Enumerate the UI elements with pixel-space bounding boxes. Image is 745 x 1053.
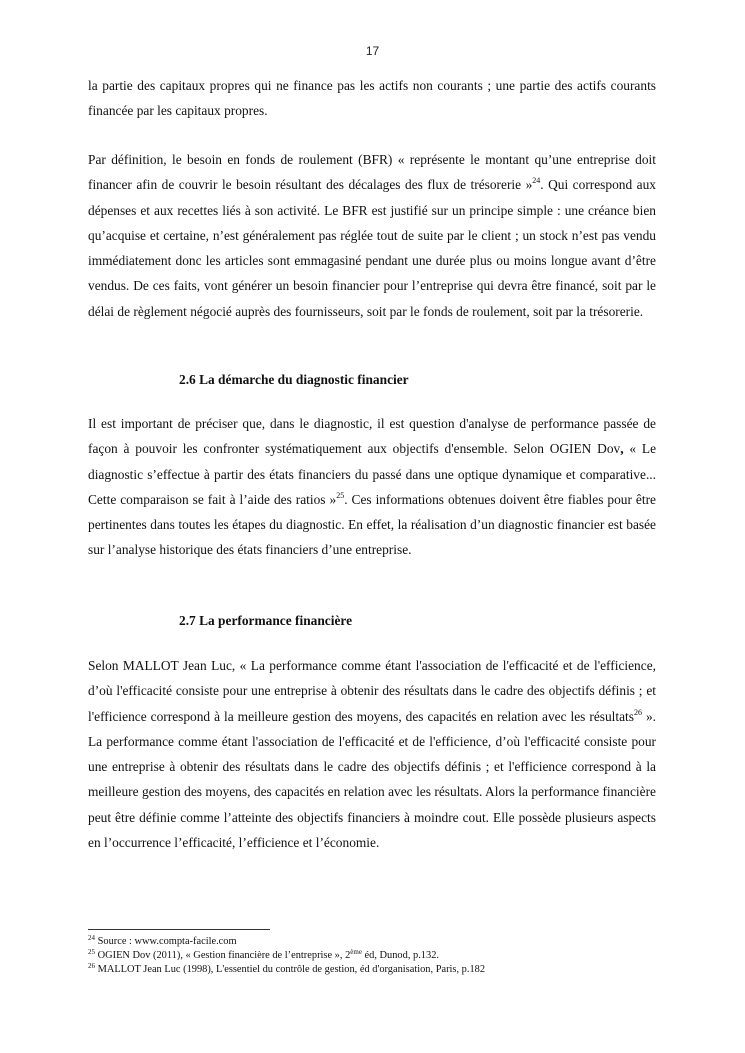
ordinal-suffix: ème — [350, 947, 362, 956]
page-number: 17 — [365, 44, 380, 58]
footnote-ref-26[interactable]: 26 — [633, 707, 642, 717]
section-heading-2-6: 2.6 La démarche du diagnostic financier — [179, 372, 409, 387]
footnote-text: éd, Dunod, p.132. — [361, 949, 439, 961]
paragraph-text: ». La performance comme étant l'association de l'efficacité et de l'efficience, d’où l'efficacité consiste pour une entreprise à obtenir des résultats dans le cadre des objectifs définis ; et l'efficience correspond à la meilleure gestion des moyens, des capacités en relation avec les résultats. Alors la performance financière peut être définie comme l’atteinte des objectifs financiers à moindre cout. Elle possède plusieurs aspects en l’occurrence l’efficacité, l’efficience et l’économie. — [88, 708, 657, 851]
paragraph-text: Par définition, le besoin en fonds de roulement (BFR) « représente le montant qu’une entreprise doit financer afin de couvrir le besoin résultant des décalages des flux de trésorerie » — [88, 152, 656, 193]
footnote-ref-24[interactable]: 24 — [532, 176, 541, 186]
paragraph-performance — [88, 653, 656, 855]
footnote-text: Source : www.compta-facile.com — [95, 936, 237, 947]
footnote-text: MALLOT Jean Luc (1998), L'essentiel du contrôle de gestion, éd d'organisation, Paris, p.182 — [95, 963, 486, 975]
footnote-number: 26 — [88, 961, 95, 970]
footnote-26 — [88, 963, 688, 977]
paragraph-diagnostic — [88, 411, 656, 563]
footnote-text: OGIEN Dov (2011), « Gestion financière de l’entreprise », 2 — [95, 949, 351, 961]
paragraph-capitaux-propres — [88, 73, 656, 124]
section-heading-2-7: 2.7 La performance financière — [179, 613, 353, 628]
paragraph-text: . Qui correspond aux dépenses et aux recettes liés à son activité. Le BFR est justifié sur un principe simple : une créance bien qu’acquise et certaine, n’est généralement pas réglée tout de suite par le client ; un stock n’est pas vendu immédiatement donc les articles sont emmagasiné pendant une durée plus ou moins longue avant d’être vendus. De ces faits, vont générer un besoin financier pour l’entreprise qui devra être financé, soit par le délai de règlement négocié auprès des fournisseurs, soit par le fonds de roulement, soit par la trésorerie. — [88, 177, 656, 319]
footnote-number: 25 — [88, 947, 95, 956]
footnote-24 — [88, 935, 688, 949]
footnote-ref-25[interactable]: 25 — [336, 490, 345, 500]
bold-comma: , — [620, 441, 624, 457]
paragraph-text: . Ces informations obtenues doivent être fiables pour être pertinentes dans toutes les étapes du diagnostic. En effet, la réalisation d’un diagnostic financier est basée sur l’analyse historique des états financiers d’une entreprise. — [88, 491, 656, 558]
paragraph-text: Selon MALLOT Jean Luc, « La performance comme étant l'association de l'efficacité et de l'efficience, d’où l'efficacité consiste pour une entreprise à obtenir des résultats dans le cadre des objectifs définis ; et l'efficience correspond à la meilleure gestion des moyens, des capacités en relation avec les résultats — [88, 658, 656, 724]
paragraph-text: la partie des capitaux propres qui ne finance pas les actifs non courants ; une partie des actifs courants financée par les capitaux propres. — [88, 78, 656, 119]
footnote-25 — [88, 949, 688, 963]
paragraph-text: « Le diagnostic s’effectue à partir des états financiers du passé dans une optique dynamique et comparative... Cette comparaison se fait à l’aide des ratios » — [88, 441, 657, 507]
paragraph-text: Il est important de préciser que, dans le diagnostic, il est question d'analyse de performance passée de façon à pouvoir les confronter systématiquement aux objectifs d'ensemble. Selon OGIEN Dov — [88, 416, 656, 457]
footnote-number: 24 — [88, 934, 95, 942]
paragraph-bfr-definition — [88, 147, 656, 324]
footnotes — [88, 935, 688, 976]
footnote-separator — [88, 929, 270, 930]
